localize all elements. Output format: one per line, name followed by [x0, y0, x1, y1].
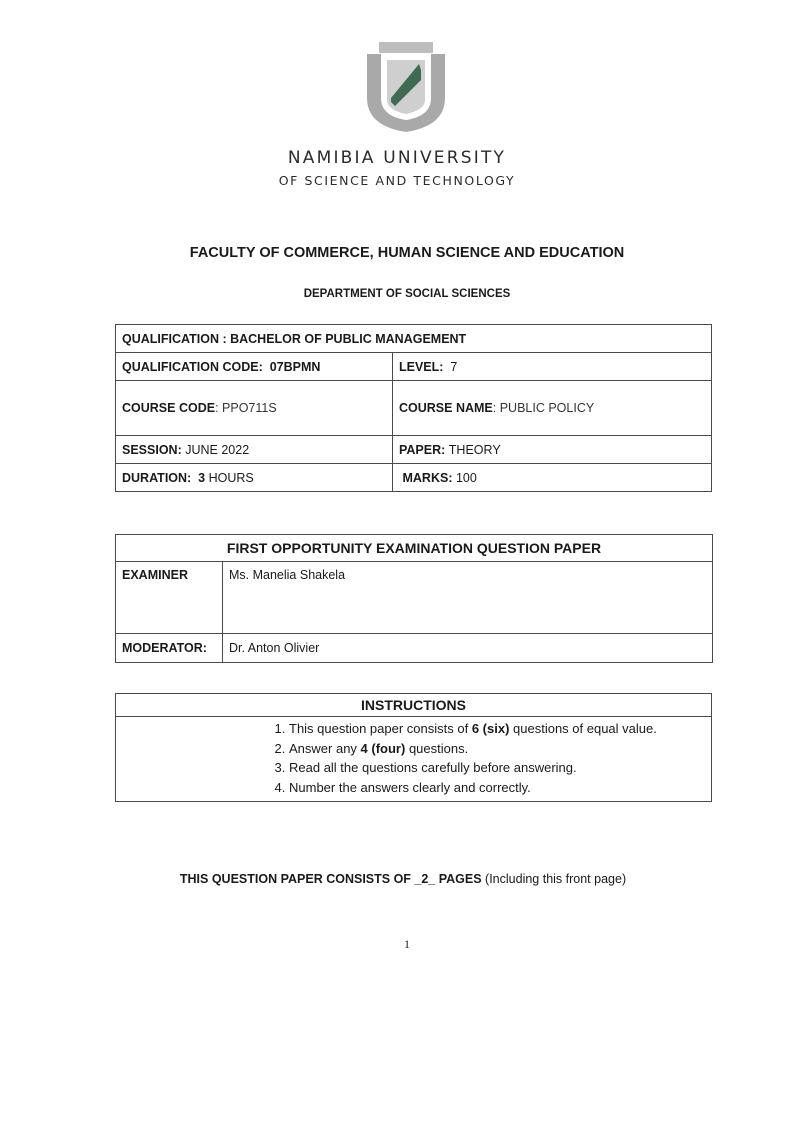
department-title: DEPARTMENT OF SOCIAL SCIENCES: [303, 288, 511, 300]
instruction-item: 2. Answer any 4 (four) questions.: [289, 739, 705, 759]
examiner-label: EXAMINER: [116, 562, 223, 634]
moderator-label: MODERATOR:: [116, 634, 223, 663]
university-subtitle: OF SCIENCE AND TECHNOLOGY: [278, 173, 516, 188]
marks-cell: MARKS: 100: [393, 464, 712, 492]
exam-paper-title: FIRST OPPORTUNITY EXAMINATION QUESTION PAPER: [116, 535, 713, 562]
course-name-cell: COURSE NAME: PUBLIC POLICY: [393, 381, 712, 436]
examination-table: [115, 534, 713, 663]
instruction-item: 4. Number the answers clearly and correctly.: [289, 778, 705, 798]
instruction-item: 3. Read all the questions carefully before answering.: [289, 758, 705, 778]
level-cell: LEVEL: 7: [393, 353, 712, 381]
session-cell: SESSION: JUNE 2022: [116, 436, 393, 464]
university-name: NAMIBIA UNIVERSITY: [287, 148, 507, 168]
paper-cell: PAPER: THEORY: [393, 436, 712, 464]
course-code-cell: COURSE CODE: PPO711S: [116, 381, 393, 436]
examiner-value: Ms. Manelia Shakela: [223, 562, 713, 634]
qualification-table: [115, 324, 712, 492]
instructions-table: [115, 693, 712, 802]
qualification-code-cell: QUALIFICATION CODE: 07BPMN: [116, 353, 393, 381]
faculty-title: FACULTY OF COMMERCE, HUMAN SCIENCE AND EDUCATION: [189, 245, 625, 261]
university-logo: [363, 40, 449, 134]
qualification-cell: QUALIFICATION : BACHELOR OF PUBLIC MANAGEMENT: [116, 325, 712, 353]
moderator-value: Dr. Anton Olivier: [223, 634, 713, 663]
instructions-body: [116, 717, 712, 802]
instructions-title: INSTRUCTIONS: [116, 694, 712, 717]
duration-cell: DURATION: 3 HOURS: [116, 464, 393, 492]
page-count-note: THIS QUESTION PAPER CONSISTS OF _2_ PAGES (Including this front page): [179, 872, 627, 886]
instructions-list: [122, 719, 705, 797]
page-number: 1: [404, 937, 410, 951]
instruction-item: 1. This question paper consists of 6 (six) questions of equal value.: [289, 719, 705, 739]
